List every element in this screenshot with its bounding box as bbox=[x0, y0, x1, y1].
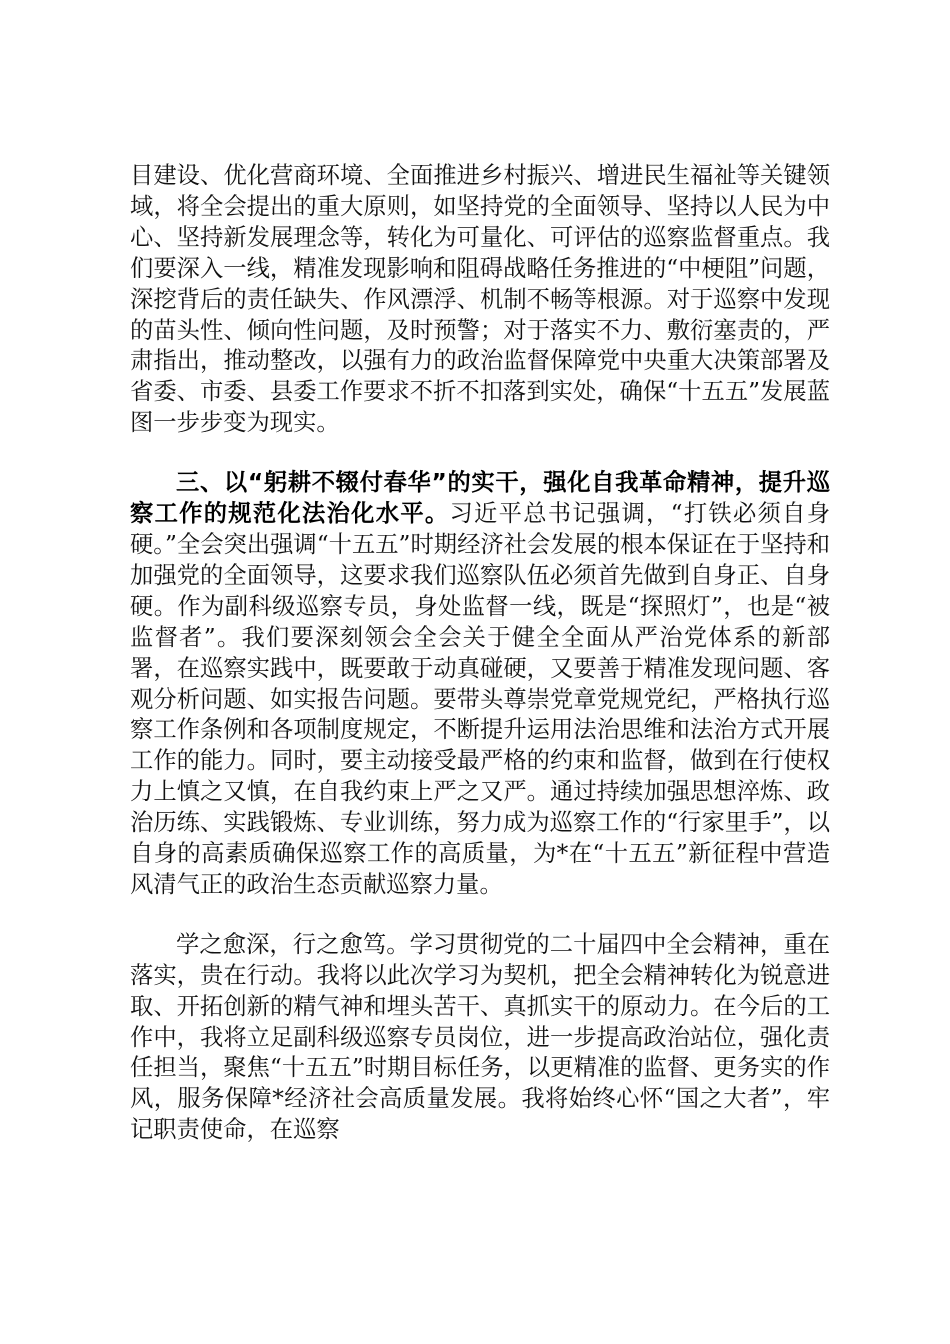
section-three-heading: 三、以“躬耕不辍付春华”的实干，强化自我革命精神，提升巡察工作的规范化法治化水平。 bbox=[130, 469, 830, 528]
document-body bbox=[130, 161, 830, 1146]
paragraph-continued: 目建设、优化营商环境、全面推进乡村振兴、增进民生福祉等关键领域，将全会提出的重大原则，如坚持党的全面领导、坚持以人民为中心、坚持新发展理念等，转化为可量化、可评估的巡察监督重点。我们要深入一线，精准发现影响和阻碍战略任务推进的“中梗阻”问题，深挖背后的责任缺失、作风漂浮、机制不畅等根源。对于巡察中发现的苗头性、倾向性问题，及时预警；对于落实不力、敷衍塞责的，严肃指出，推动整改，以强有力的政治监督保障党中央重大决策部署及省委、市委、县委工作要求不折不扣落到实处，确保“十五五”发展蓝图一步步变为现实。 bbox=[130, 162, 830, 437]
section-three-body: 习近平总书记强调，“打铁必须自身硬。”全会突出强调“十五五”时期经济社会发展的根本保证在于坚持和加强党的全面领导，这要求我们巡察队伍必须首先做到自身正、自身硬。作为副科级巡察专员，身处监督一线，既是“探照灯”，也是“被监督者”。我们要深刻领会全会关于健全全面从严治党体系的新部署，在巡察实践中，既要敢于动真碰硬，又要善于精准发现问题、客观分析问题、如实报告问题。要带头尊崇党章党规党纪，严格执行巡察工作条例和各项制度规定，不断提升运用法治思维和法治方式开展工作的能力。同时，要主动接受最严格的约束和监督，做到在行使权力上慎之又慎，在自我约束上严之又严。通过持续加强思想淬炼、政治历练、实践锻炼、专业训练，努力成为巡察工作的“行家里手”，以自身的高素质确保巡察工作的高质量，为*在“十五五”新征程中营造风清气正的政治生态贡献巡察力量。 bbox=[130, 500, 830, 898]
section-three-paragraph bbox=[130, 468, 830, 901]
closing-paragraph: 学之愈深，行之愈笃。学习贯彻党的二十届四中全会精神，重在落实，贵在行动。我将以此次学习为契机，把全会精神转化为锐意进取、开拓创新的精气神和埋头苦干、真抓实干的原动力。在今后的工作中，我将立足副科级巡察专员岗位，进一步提高政治站位，强化责任担当，聚焦“十五五”时期目标任务，以更精准的监督、更务实的作风，服务保障*经济社会高质量发展。我将始终心怀“国之大者”，牢记职责使命，在巡察 bbox=[130, 930, 830, 1144]
